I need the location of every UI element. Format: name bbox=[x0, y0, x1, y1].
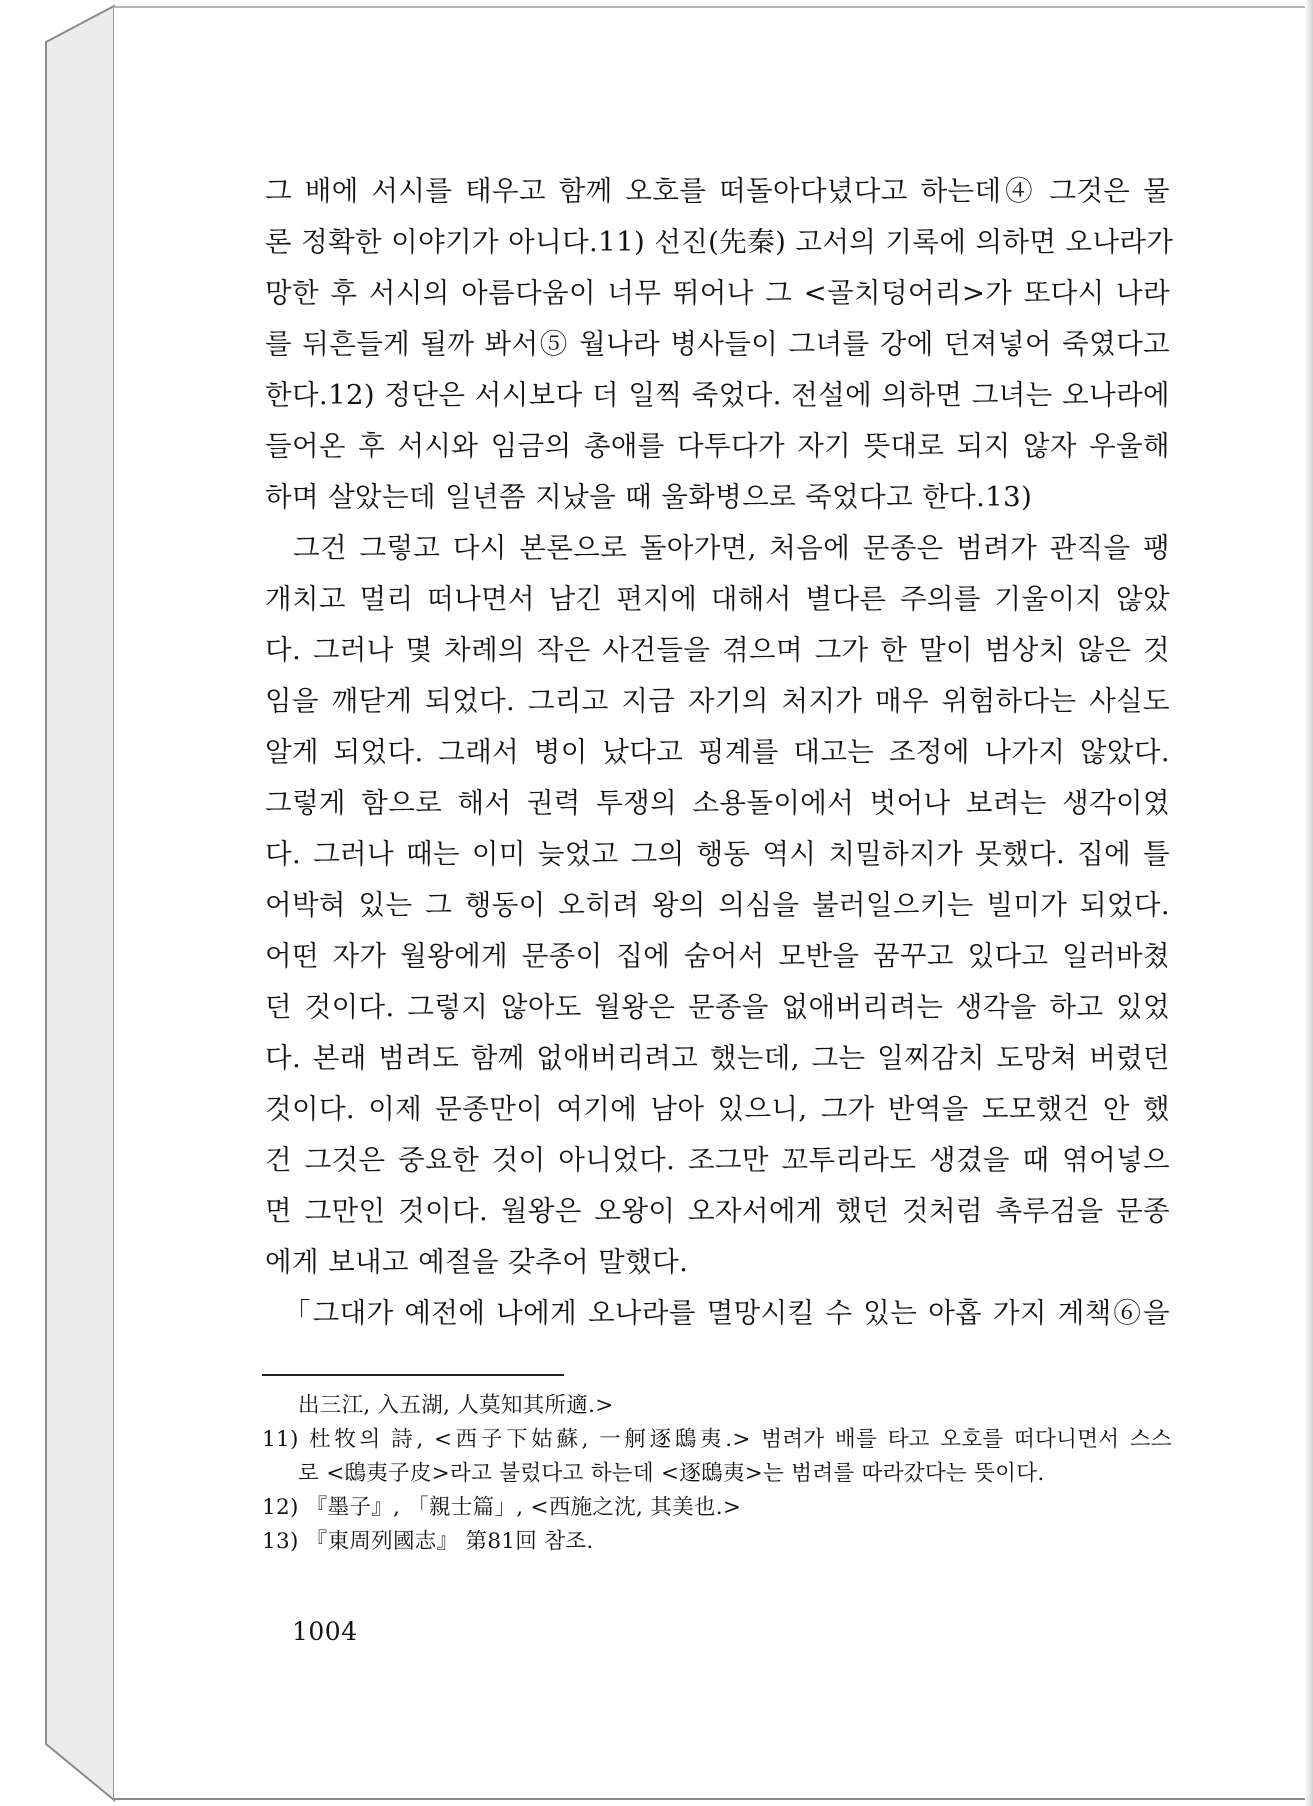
body-line: 면 그만인 것이다. 월왕은 오왕이 오자서에게 했던 것처럼 촉루검을 문종 bbox=[265, 1195, 1170, 1227]
body-line: 그렇게 함으로 해서 권력 투쟁의 소용돌이에서 벗어나 보려는 생각이였 bbox=[265, 787, 1170, 819]
body-line: 를 뒤흔들게 될까 봐서⑤ 월나라 병사들이 그녀를 강에 던져넣어 죽였다고 bbox=[265, 328, 1170, 360]
body-line: 론 정확한 이야기가 아니다.11) 선진(先秦) 고서의 기록에 의하면 오나라가 bbox=[265, 226, 1174, 258]
footnote-line: 12) 『墨子』, 「親士篇」, <西施之沈, 其美也.> bbox=[262, 1495, 742, 1520]
body-line: 에게 보내고 예절을 갖추어 말했다. bbox=[265, 1246, 689, 1278]
body-line: 한다.12) 정단은 서시보다 더 일찍 죽었다. 전설에 의하면 그녀는 오나라에 bbox=[265, 379, 1170, 411]
body-line: 「그대가 예전에 나에게 오나라를 멸망시킬 수 있는 아홉 가지 계책⑥을 bbox=[283, 1297, 1170, 1329]
footnote-line: 出三江, 入五湖, 人莫知其所適.> bbox=[298, 1393, 614, 1418]
footnote-divider bbox=[262, 1374, 564, 1376]
body-line: 들어온 후 서시와 임금의 총애를 다투다가 자기 뜻대로 되지 않자 우울해 bbox=[265, 430, 1170, 462]
body-line: 어박혀 있는 그 행동이 오히려 왕의 의심을 불러일으키는 빌미가 되었다. bbox=[265, 889, 1170, 921]
body-line: 그 배에 서시를 태우고 함께 오호를 떠돌아다녔다고 하는데④ 그것은 물 bbox=[265, 175, 1170, 207]
body-line: 다. 본래 범려도 함께 없애버리려고 했는데, 그는 일찌감치 도망쳐 버렸던 bbox=[265, 1042, 1170, 1074]
body-line: 하며 살았는데 일년쯤 지났을 때 울화병으로 죽었다고 한다.13) bbox=[265, 481, 1033, 513]
body-line: 것이다. 이제 문종만이 여기에 남아 있으니, 그가 반역을 도모했건 안 했 bbox=[265, 1093, 1170, 1125]
body-line: 다. 그러나 때는 이미 늦었고 그의 행동 역시 치밀하지가 못했다. 집에 틀 bbox=[265, 838, 1170, 870]
body-line: 그건 그렇고 다시 본론으로 돌아가면, 처음에 문종은 범려가 관직을 팽 bbox=[293, 532, 1170, 564]
body-text bbox=[265, 166, 1174, 1339]
body-line: 망한 후 서시의 아름다움이 너무 뛰어나 그 <골치덩어리>가 또다시 나라 bbox=[265, 277, 1170, 309]
footnotes bbox=[262, 1389, 1172, 1559]
footnote-line: 13) 『東周列國志』 第81回 참조. bbox=[262, 1529, 594, 1554]
body-line: 던 것이다. 그렇지 않아도 월왕은 문종을 없애버리려는 생각을 하고 있었 bbox=[265, 991, 1170, 1023]
body-line: 건 그것은 중요한 것이 아니었다. 조그만 꼬투리라도 생겼을 때 엮어넣으 bbox=[265, 1144, 1170, 1176]
body-line: 어떤 자가 월왕에게 문종이 집에 숨어서 모반을 꿈꾸고 있다고 일러바쳤 bbox=[265, 940, 1170, 972]
body-line: 임을 깨닫게 되었다. 그리고 지금 자기의 처지가 매우 위험하다는 사실도 bbox=[265, 685, 1170, 717]
footnote-line: 로 <鴟夷子皮>라고 불렀다고 하는데 <逐鴟夷>는 범려를 따라갔다는 뜻이다. bbox=[298, 1461, 1045, 1486]
body-line: 개치고 멀리 떠나면서 남긴 편지에 대해서 별다른 주의를 기울이지 않았 bbox=[265, 583, 1170, 615]
body-line: 다. 그러나 몇 차례의 작은 사건들을 겪으며 그가 한 말이 범상치 않은 것 bbox=[265, 634, 1170, 666]
page-edge-shadow bbox=[1305, 0, 1313, 1806]
body-line: 알게 되었다. 그래서 병이 났다고 핑계를 대고는 조정에 나가지 않았다. bbox=[265, 736, 1170, 768]
footnote-line: 11) 杜牧의 詩, <西子下姑蘇, 一舸逐鴟夷.> 범려가 배를 타고 오호를 떠다니면서 스스 bbox=[262, 1427, 1172, 1452]
page-number: 1004 bbox=[292, 1617, 358, 1646]
